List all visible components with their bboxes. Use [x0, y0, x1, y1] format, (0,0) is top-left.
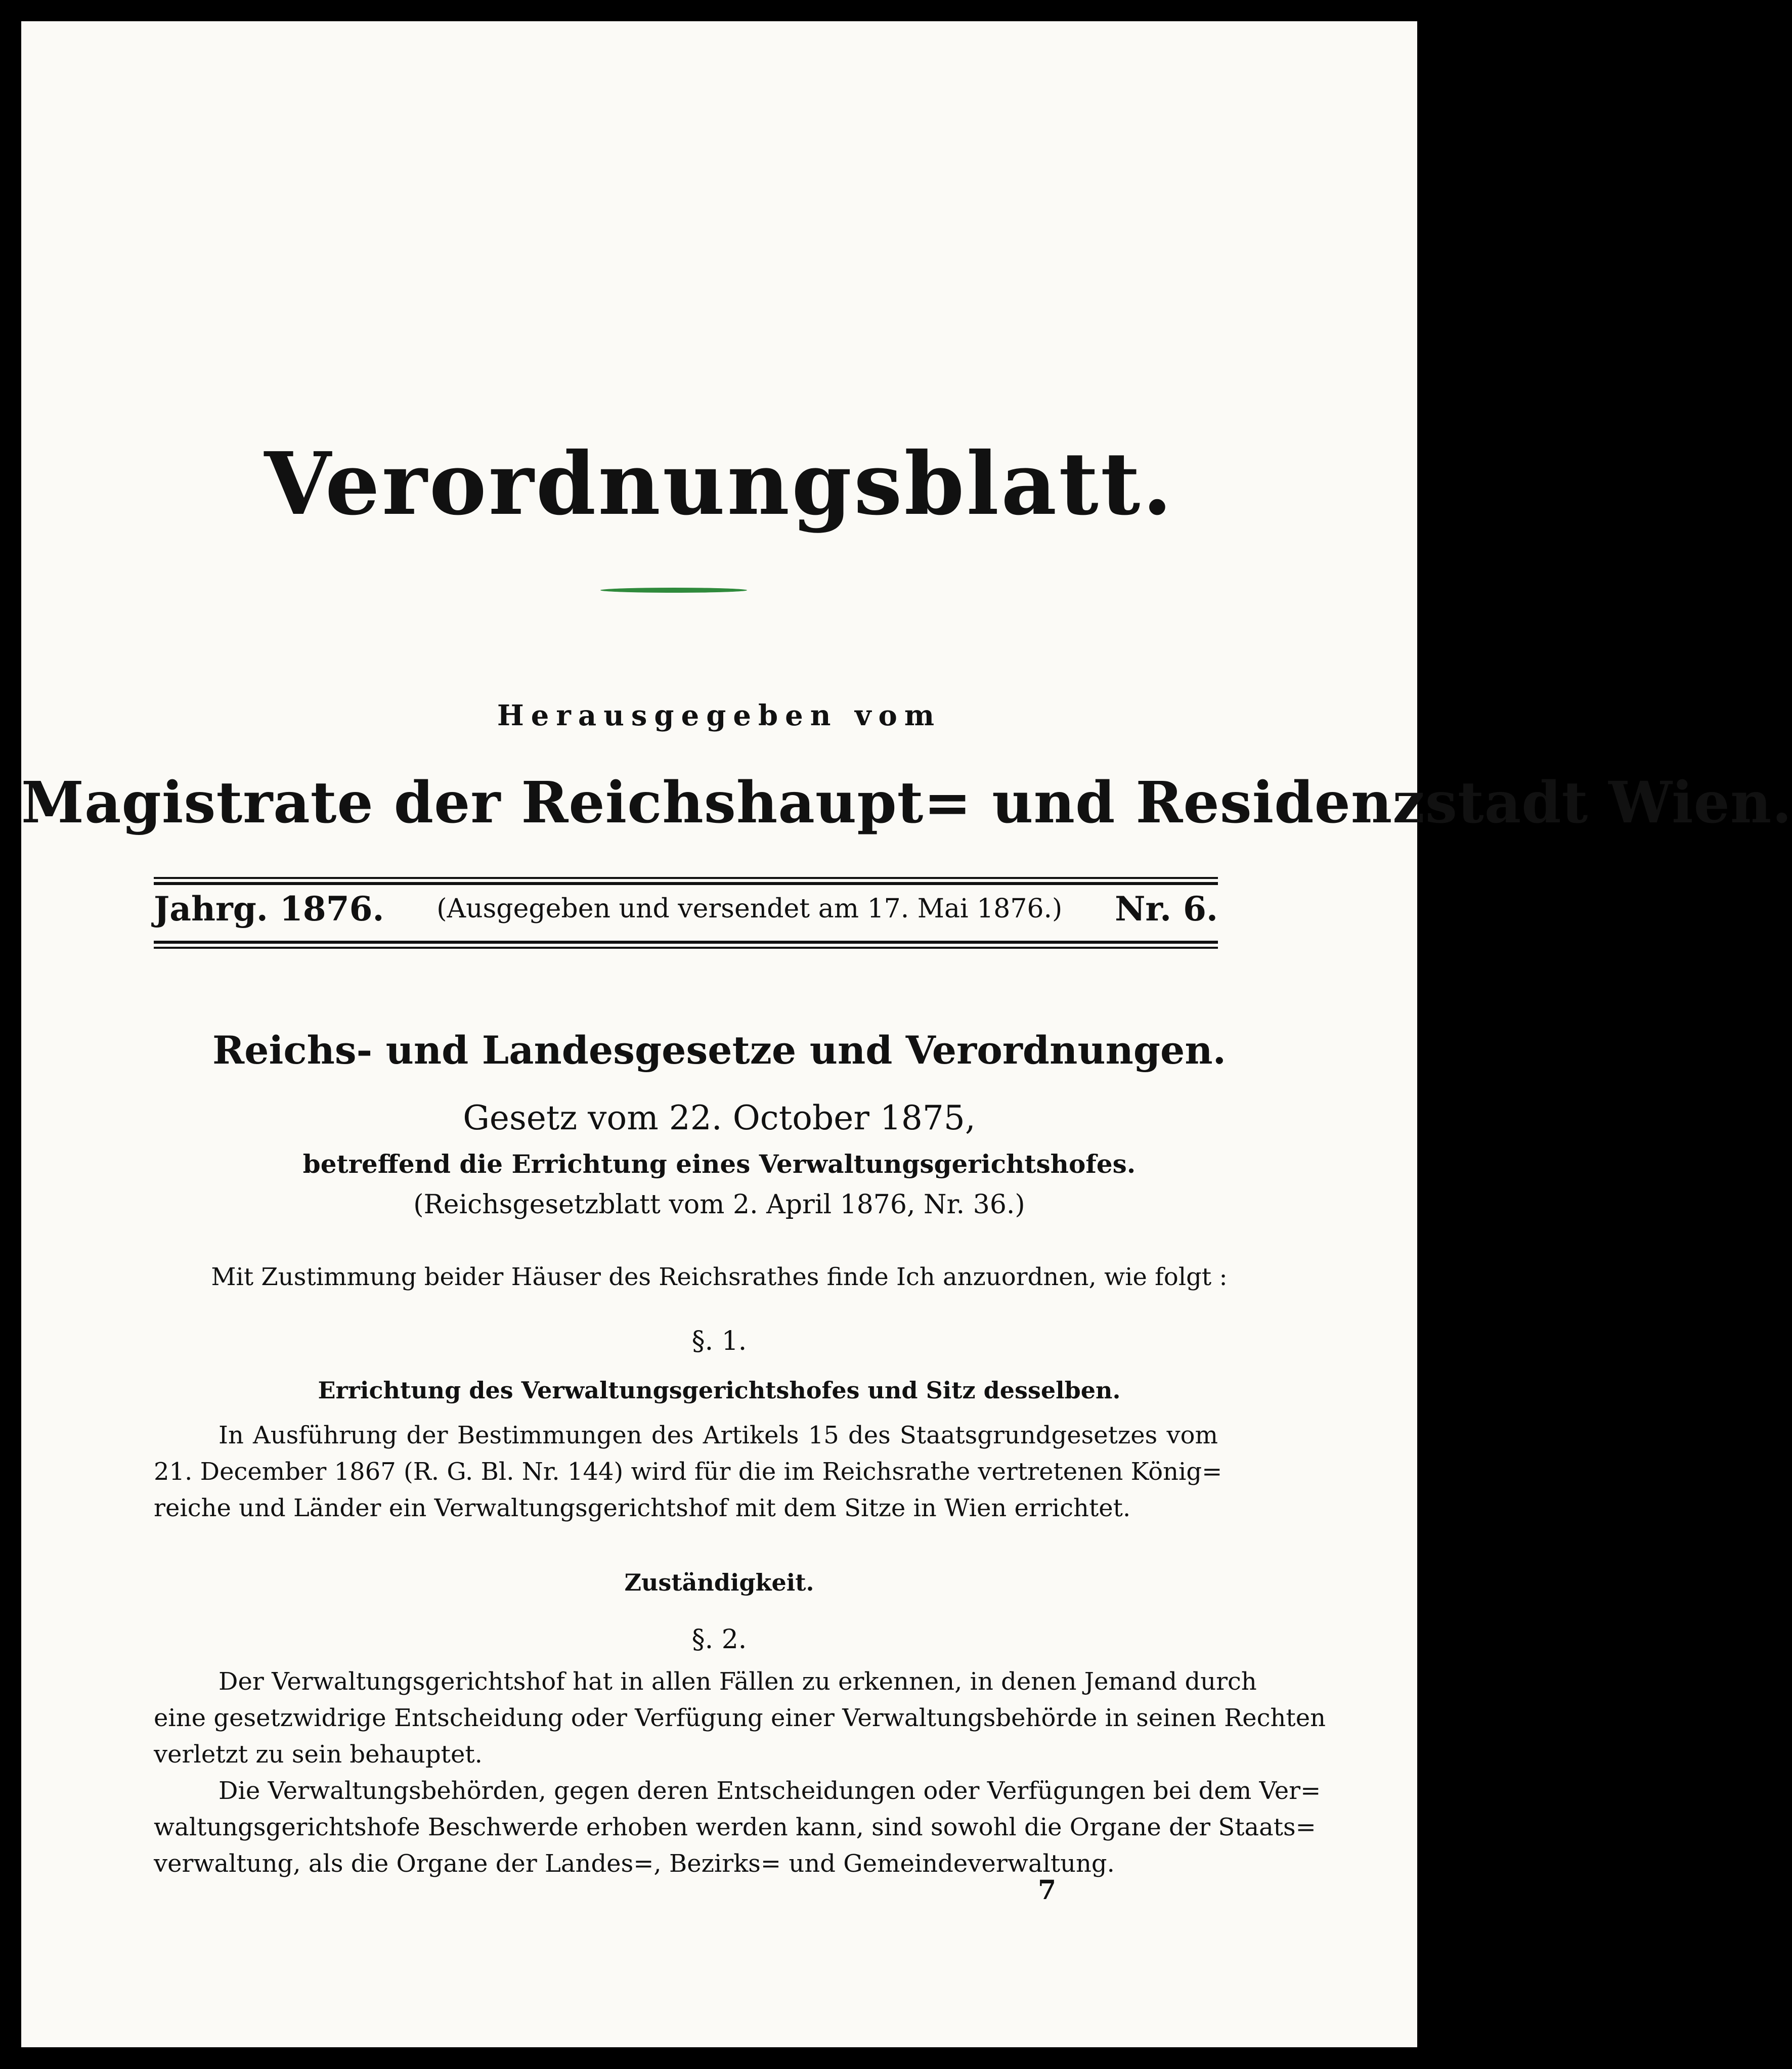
paragraph-2-line: verwaltung, als die Organe der Landes=, Bezirks= und Gemeindeverwaltung. — [154, 1850, 1115, 1878]
decorative-rule — [600, 588, 747, 593]
paragraph-2-line: Der Verwaltungsgerichtshof hat in allen Fällen zu erkennen, in denen Jemand durch — [218, 1667, 1257, 1696]
law-subtitle: betreffend die Errichtung eines Verwaltungsgerichtshofes. — [302, 1149, 1136, 1179]
enactment-formula: Mit Zustimmung beider Häuser des Reichsrathes finde Ich anzuordnen, wie folgt : — [211, 1263, 1228, 1291]
document-page — [21, 21, 1792, 2047]
issue-date: (Ausgegeben und versendet am 17. Mai 1876.) — [436, 894, 1063, 924]
paragraph-1-line: reiche und Länder ein Verwaltungsgerichtshof mit dem Sitze in Wien errichtet. — [154, 1494, 1131, 1522]
paragraph-1-number: §. 1. — [691, 1326, 747, 1356]
rule-bottom-thick — [154, 941, 1218, 944]
rule-bottom-thin — [154, 947, 1218, 949]
page-number: 7 — [1038, 1875, 1057, 1906]
section-title: Reichs- und Landesgesetze und Verordnungen. — [212, 1028, 1227, 1073]
publisher-intro: Herausgegeben vom — [497, 699, 942, 732]
paragraph-2-number: §. 2. — [691, 1624, 747, 1655]
issue-number: Nr. 6. — [1115, 889, 1218, 929]
issue-line — [154, 881, 1218, 937]
issue-year: Jahrg. 1876. — [154, 889, 384, 929]
paragraph-1-line: In Ausführung der Bestimmungen des Artikels 15 des Staatsgrundgesetzes vom — [218, 1421, 1218, 1449]
paragraph-1-heading: Errichtung des Verwaltungsgerichtshofes und Sitz desselben. — [318, 1377, 1121, 1404]
publisher-name: Magistrate der Reichshaupt= und Residenzstadt Wien. — [21, 770, 1792, 836]
paragraph-2-line: eine gesetzwidrige Entscheidung oder Verfügung einer Verwaltungsbehörde in seinen Rechten — [154, 1704, 1326, 1732]
masthead-title: Verordnungsblatt. — [264, 433, 1174, 535]
law-reference: (Reichsgesetzblatt vom 2. April 1876, Nr. 36.) — [413, 1190, 1025, 1220]
paragraph-2-line: verletzt zu sein behauptet. — [154, 1740, 483, 1769]
paragraph-2-line: Die Verwaltungsbehörden, gegen deren Entscheidungen oder Verfügungen bei dem Ver= — [218, 1777, 1321, 1805]
rule-top-thin — [154, 877, 1218, 879]
subsection-heading: Zuständigkeit. — [624, 1569, 814, 1596]
paragraph-2-line: waltungsgerichtshofe Beschwerde erhoben werden kann, sind sowohl die Organe der Staats= — [154, 1813, 1316, 1841]
paragraph-1-line: 21. December 1867 (R. G. Bl. Nr. 144) wird für die im Reichsrathe vertretenen König= — [154, 1458, 1222, 1486]
law-title: Gesetz vom 22. October 1875, — [463, 1098, 976, 1137]
